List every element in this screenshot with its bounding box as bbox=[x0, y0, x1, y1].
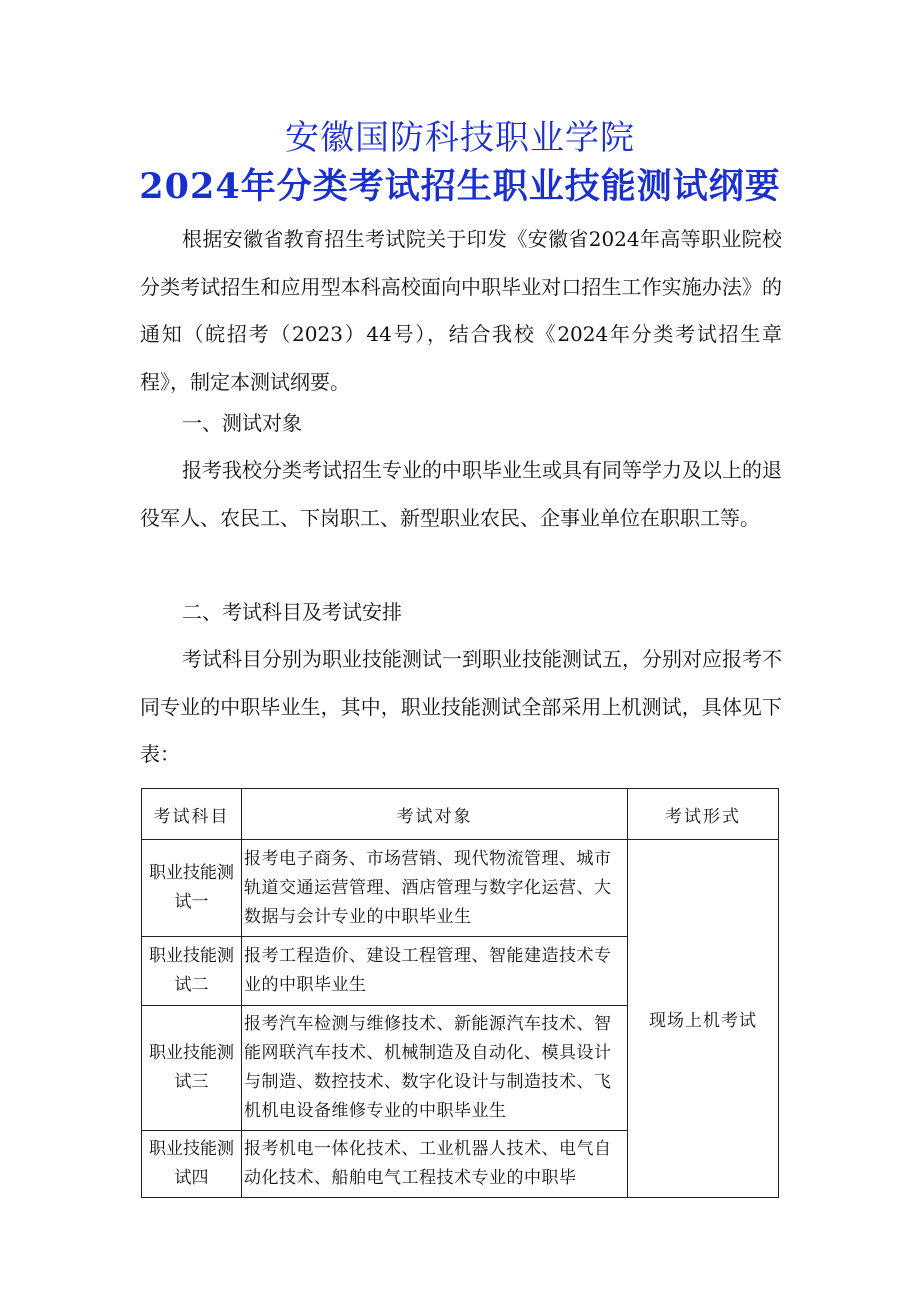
section-body-exam-subjects: 考试科目分别为职业技能测试一到职业技能测试五，分别对应报考不同专业的中职毕业生，其中，职业技能测试全部采用上机测试，具体见下表： bbox=[140, 647, 782, 766]
section-body-test-target: 报考我校分类考试招生专业的中职毕业生或具有同等学力及以上的退役军人、农民工、下岗职工、新型职业农民、企事业单位在职职工等。 bbox=[140, 458, 782, 530]
table-cell-subject: 职业技能测试三 bbox=[142, 1006, 242, 1131]
section-heading-exam-subjects: 二、考试科目及考试安排 bbox=[182, 600, 402, 624]
table-cell-subject: 职业技能测试一 bbox=[142, 840, 242, 937]
table-cell-form: 现场上机考试 bbox=[628, 840, 779, 1198]
exam-table bbox=[141, 788, 779, 1198]
table-header-target: 考试对象 bbox=[242, 789, 628, 840]
table-cell-subject: 职业技能测试二 bbox=[142, 937, 242, 1006]
table-cell-subject: 职业技能测试四 bbox=[142, 1131, 242, 1198]
table-cell-target: 报考机电一体化技术、工业机器人技术、电气自动化技术、船舶电气工程技术专业的中职毕 bbox=[242, 1131, 628, 1198]
table-header-form: 考试形式 bbox=[628, 789, 779, 840]
table-cell-target: 报考电子商务、市场营销、现代物流管理、城市轨道交通运营管理、酒店管理与数字化运营、大数据与会计专业的中职毕业生 bbox=[242, 840, 628, 937]
document-subtitle: 2024年分类考试招生职业技能测试纲要 bbox=[139, 166, 781, 207]
table-cell-target: 报考工程造价、建设工程管理、智能建造技术专业的中职毕业生 bbox=[242, 937, 628, 1006]
table-row bbox=[142, 840, 779, 937]
document-title: 安徽国防科技职业学院 bbox=[285, 118, 635, 158]
section-heading-test-target: 一、测试对象 bbox=[182, 411, 302, 435]
table-cell-target: 报考汽车检测与维修技术、新能源汽车技术、智能网联汽车技术、机械制造及自动化、模具设计与制造、数控技术、数字化设计与制造技术、飞机机电设备维修专业的中职毕业生 bbox=[242, 1006, 628, 1131]
intro-paragraph: 根据安徽省教育招生考试院关于印发《安徽省2024年高等职业院校分类考试招生和应用型本科高校面向中职毕业对口招生工作实施办法》的通知（皖招考（2023）44号），结合我校《2024年分类考试招生章程》，制定本测试纲要。 bbox=[140, 227, 782, 394]
table-header-subject: 考试科目 bbox=[142, 789, 242, 840]
table-header-row bbox=[142, 789, 779, 840]
